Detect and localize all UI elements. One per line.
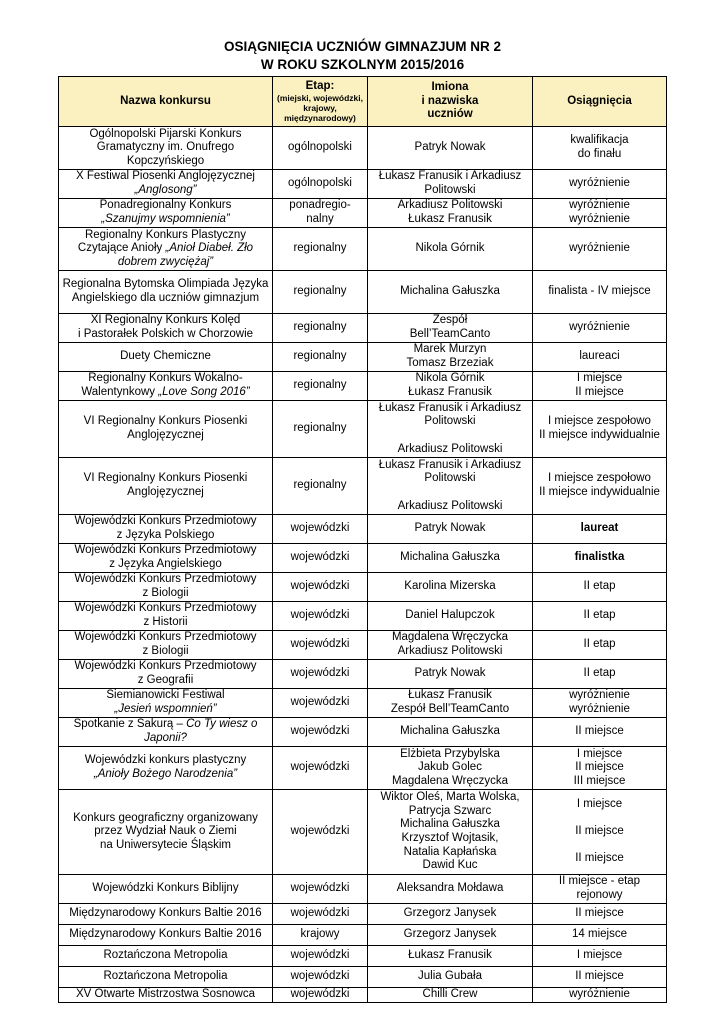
table-row	[59, 967, 667, 988]
header-achievements: Osiągnięcia	[533, 77, 667, 127]
stage-cell: wojewódzki	[273, 988, 368, 1003]
result-cell: II etap	[533, 602, 667, 631]
stage-cell: wojewódzki	[273, 904, 368, 925]
stage-cell: wojewódzki	[273, 790, 368, 875]
competition-name-cell: Wojewódzki Konkurs Przedmiotowy z Języka Polskiego	[59, 515, 273, 544]
result-cell: II etap	[533, 631, 667, 660]
competition-name-cell: Regionalna Bytomska Olimpiada Języka Angielskiego dla uczniów gimnazjum	[59, 271, 273, 314]
table-row	[59, 343, 667, 372]
students-cell: Michalina Gałuszka	[368, 271, 533, 314]
title-line-1: OSIĄGNIĘCIA UCZNIÓW GIMNAZJUM NR 2	[223, 39, 501, 54]
students-cell: Patryk Nowak	[368, 660, 533, 689]
stage-cell: wojewódzki	[273, 660, 368, 689]
result-cell: II miejsce	[533, 967, 667, 988]
students-cell: Chilli Crew	[368, 988, 533, 1003]
achievements-table	[58, 76, 667, 1003]
competition-name-cell: Roztańczona Metropolia	[59, 946, 273, 967]
table-row	[59, 602, 667, 631]
header-stage: Etap: (miejski, wojewódzki, krajowy, międzynarodowy)	[273, 77, 368, 127]
competition-name-cell: Regionalny Konkurs Wokalno-Walentynkowy „Love Song 2016”	[59, 372, 273, 401]
students-cell: Łukasz Franusik i Arkadiusz Politowski	[368, 170, 533, 199]
result-cell: II etap	[533, 573, 667, 602]
table-row	[59, 718, 667, 747]
table-header-row	[59, 77, 667, 127]
students-cell: Łukasz Franusik	[368, 946, 533, 967]
table-row	[59, 544, 667, 573]
competition-name-cell: Konkurs geograficzny organizowany przez Wydział Nauk o Ziemi na Uniwersytecie Śląskim	[59, 790, 273, 875]
table-row	[59, 946, 667, 967]
stage-cell: regionalny	[273, 271, 368, 314]
stage-cell: wojewódzki	[273, 689, 368, 718]
competition-name-cell: Ponadregionalny Konkurs „Szanujmy wspomnienia”	[59, 199, 273, 228]
stage-cell: wojewódzki	[273, 602, 368, 631]
result-cell: wyróżnienie wyróżnienie	[533, 689, 667, 718]
competition-name-cell: Ogólnopolski Pijarski Konkurs Gramatyczny im. Onufrego Kopczyńskiego	[59, 127, 273, 170]
competition-name-cell: Siemianowicki Festiwal „Jesień wspomnień”	[59, 689, 273, 718]
students-cell: Patryk Nowak	[368, 127, 533, 170]
table-row	[59, 515, 667, 544]
result-cell: I miejsce II miejsce III miejsce	[533, 747, 667, 790]
result-cell: wyróżnienie	[533, 988, 667, 1003]
stage-cell: wojewódzki	[273, 875, 368, 904]
competition-name-cell: XV Otwarte Mistrzostwa Sosnowca	[59, 988, 273, 1003]
result-cell: I miejsce II miejsce II miejsce	[533, 790, 667, 875]
table-row	[59, 689, 667, 718]
competition-name-cell: Wojewódzki Konkurs Biblijny	[59, 875, 273, 904]
students-cell: Karolina Mizerska	[368, 573, 533, 602]
table-row	[59, 988, 667, 1003]
result-cell: wyróżnienie wyróżnienie	[533, 199, 667, 228]
stage-cell: wojewódzki	[273, 946, 368, 967]
stage-cell: wojewódzki	[273, 967, 368, 988]
students-cell: Julia Gubała	[368, 967, 533, 988]
table-row	[59, 573, 667, 602]
competition-name-cell: Regionalny Konkurs Plastyczny Czytające Anioły „Anioł Diabeł. Zło dobrem zwyciężaj”	[59, 228, 273, 271]
students-cell: Łukasz Franusik i Arkadiusz Politowski Arkadiusz Politowski	[368, 458, 533, 515]
students-cell: Grzegorz Janysek	[368, 925, 533, 946]
competition-name-cell: Duety Chemiczne	[59, 343, 273, 372]
competition-name-cell: VI Regionalny Konkurs Piosenki Anglojęzycznej	[59, 458, 273, 515]
table-row	[59, 660, 667, 689]
students-cell: Łukasz Franusik Zespół Bell’TeamCanto	[368, 689, 533, 718]
competition-name-cell: Wojewódzki Konkurs Przedmiotowy z Języka Angielskiego	[59, 544, 273, 573]
result-cell: wyróżnienie	[533, 170, 667, 199]
students-cell: Zespół Bell’TeamCanto	[368, 314, 533, 343]
students-cell: Wiktor Oleś, Marta Wolska, Patrycja Szwarc Michalina Gałuszka Krzysztof Wojtasik, Natalia Kapłańska Dawid Kuc	[368, 790, 533, 875]
table-row	[59, 372, 667, 401]
result-cell: laureat	[533, 515, 667, 544]
competition-name-cell: Międzynarodowy Konkurs Baltie 2016	[59, 925, 273, 946]
result-cell: II miejsce - etap rejonowy	[533, 875, 667, 904]
stage-cell: regionalny	[273, 314, 368, 343]
students-cell: Arkadiusz Politowski Łukasz Franusik	[368, 199, 533, 228]
students-cell: Elżbieta Przybylska Jakub Golec Magdalena Wręczycka	[368, 747, 533, 790]
table-row	[59, 228, 667, 271]
result-cell: II miejsce	[533, 904, 667, 925]
students-cell: Daniel Halupczok	[368, 602, 533, 631]
result-cell: II etap	[533, 660, 667, 689]
result-cell: 14 miejsce	[533, 925, 667, 946]
students-cell: Łukasz Franusik i Arkadiusz Politowski Arkadiusz Politowski	[368, 401, 533, 458]
table-row	[59, 314, 667, 343]
stage-cell: regionalny	[273, 372, 368, 401]
result-cell: wyróżnienie	[533, 314, 667, 343]
result-cell: I miejsce II miejsce	[533, 372, 667, 401]
students-cell: Michalina Gałuszka	[368, 544, 533, 573]
stage-cell: regionalny	[273, 228, 368, 271]
table-row	[59, 458, 667, 515]
header-competition-name: Nazwa konkursu	[59, 77, 273, 127]
table-row	[59, 127, 667, 170]
title-line-2: W ROKU SZKOLNYM 2015/2016	[260, 57, 465, 72]
stage-cell: regionalny	[273, 343, 368, 372]
table-row	[59, 199, 667, 228]
document-title	[0, 38, 725, 74]
competition-name-cell: Międzynarodowy Konkurs Baltie 2016	[59, 904, 273, 925]
header-students: Imiona i nazwiska uczniów	[368, 77, 533, 127]
table-row	[59, 631, 667, 660]
table-row	[59, 925, 667, 946]
table-row	[59, 875, 667, 904]
table-row	[59, 170, 667, 199]
result-cell: wyróżnienie	[533, 228, 667, 271]
competition-name-cell: XI Regionalny Konkurs Kolęd i Pastorałek Polskich w Chorzowie	[59, 314, 273, 343]
result-cell: II miejsce	[533, 718, 667, 747]
result-cell: finalista - IV miejsce	[533, 271, 667, 314]
stage-cell: wojewódzki	[273, 573, 368, 602]
stage-cell: regionalny	[273, 401, 368, 458]
stage-cell: wojewódzki	[273, 544, 368, 573]
competition-name-cell: X Festiwal Piosenki Anglojęzycznej „Anglosong”	[59, 170, 273, 199]
stage-cell: ogólnopolski	[273, 170, 368, 199]
result-cell: finalistka	[533, 544, 667, 573]
students-cell: Magdalena Wręczycka Arkadiusz Politowski	[368, 631, 533, 660]
competition-name-cell: Wojewódzki konkurs plastyczny „Anioły Bożego Narodzenia”	[59, 747, 273, 790]
competition-name-cell: Wojewódzki Konkurs Przedmiotowy z Biologii	[59, 573, 273, 602]
table-row	[59, 904, 667, 925]
students-cell: Marek Murzyn Tomasz Brzeziak	[368, 343, 533, 372]
result-cell: laureaci	[533, 343, 667, 372]
stage-cell: krajowy	[273, 925, 368, 946]
result-cell: I miejsce zespołowo II miejsce indywidualnie	[533, 401, 667, 458]
students-cell: Nikola Górnik Łukasz Franusik	[368, 372, 533, 401]
stage-cell: wojewódzki	[273, 718, 368, 747]
stage-cell: ponadregio- nalny	[273, 199, 368, 228]
students-cell: Patryk Nowak	[368, 515, 533, 544]
table-row	[59, 747, 667, 790]
stage-cell: ogólnopolski	[273, 127, 368, 170]
stage-cell: wojewódzki	[273, 747, 368, 790]
stage-cell: wojewódzki	[273, 631, 368, 660]
competition-name-cell: Wojewódzki Konkurs Przedmiotowy z Biologii	[59, 631, 273, 660]
competition-name-cell: Roztańczona Metropolia	[59, 967, 273, 988]
result-cell: I miejsce	[533, 946, 667, 967]
competition-name-cell: Spotkanie z Sakurą – Co Ty wiesz o Japonii?	[59, 718, 273, 747]
students-cell: Michalina Gałuszka	[368, 718, 533, 747]
table-row	[59, 271, 667, 314]
result-cell: I miejsce zespołowo II miejsce indywidualnie	[533, 458, 667, 515]
result-cell: kwalifikacja do finału	[533, 127, 667, 170]
stage-cell: wojewódzki	[273, 515, 368, 544]
stage-cell: regionalny	[273, 458, 368, 515]
competition-name-cell: Wojewódzki Konkurs Przedmiotowy z Geografii	[59, 660, 273, 689]
students-cell: Aleksandra Mołdawa	[368, 875, 533, 904]
competition-name-cell: VI Regionalny Konkurs Piosenki Anglojęzycznej	[59, 401, 273, 458]
students-cell: Grzegorz Janysek	[368, 904, 533, 925]
table-row	[59, 401, 667, 458]
table-row	[59, 790, 667, 875]
competition-name-cell: Wojewódzki Konkurs Przedmiotowy z Historii	[59, 602, 273, 631]
students-cell: Nikola Górnik	[368, 228, 533, 271]
